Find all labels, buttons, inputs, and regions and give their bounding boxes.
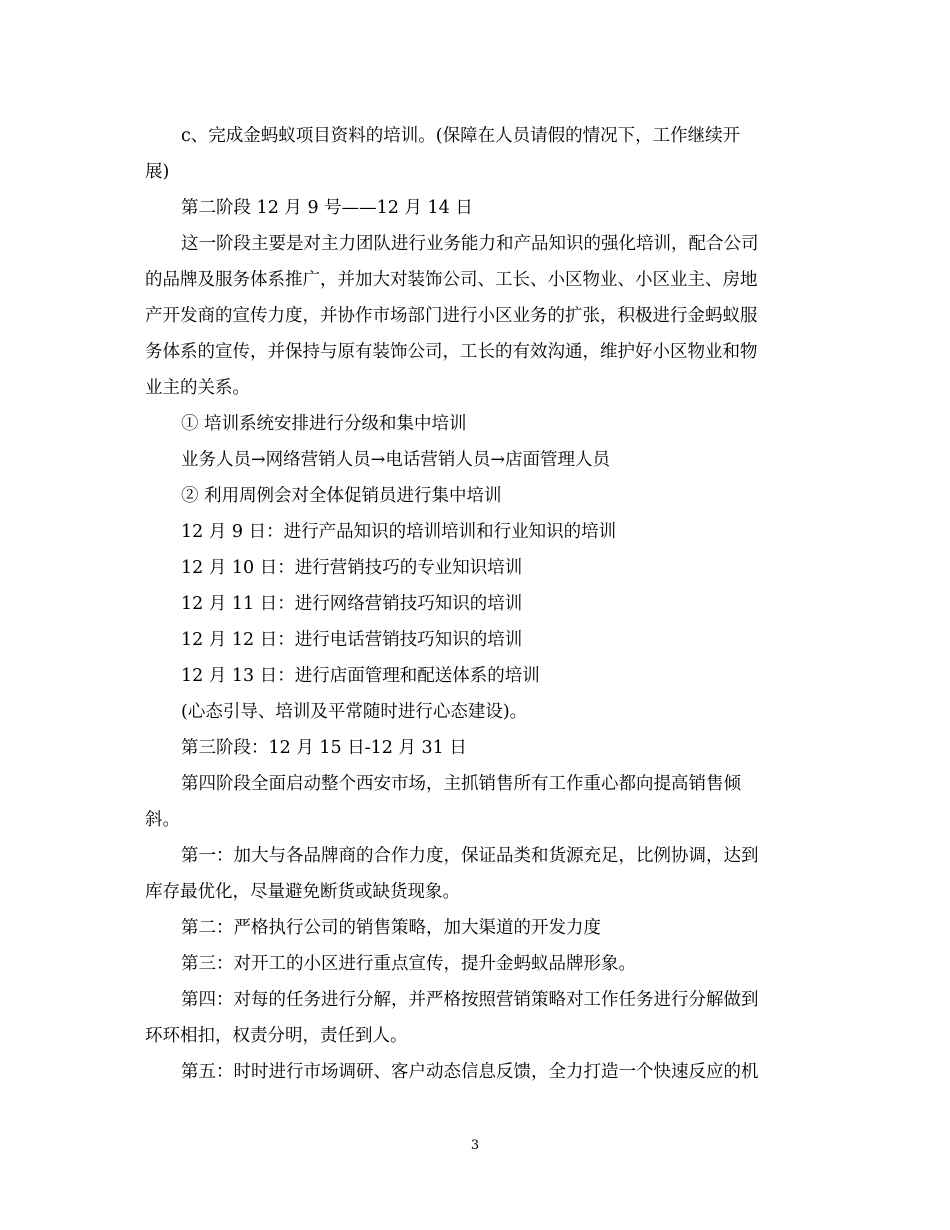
text-line: 展) xyxy=(145,162,170,182)
text-line: 12 月 9 日：进行产品知识的培训培训和行业知识的培训 xyxy=(181,522,617,542)
text-line: 第二：严格执行公司的销售策略，加大渠道的开发力度 xyxy=(181,918,601,938)
text-line: 斜。 xyxy=(145,810,180,830)
text-line: 产开发商的宣传力度，并协作市场部门进行小区业务的扩张，积极进行金蚂蚁服 xyxy=(145,306,758,326)
text-line: c、完成金蚂蚁项目资料的培训。(保障在人员请假的情况下，工作继续开 xyxy=(181,126,741,146)
text-line: 业务人员→网络营销人员→电话营销人员→店面管理人员 xyxy=(181,450,610,470)
text-line: 务体系的宣传，并保持与原有装饰公司，工长的有效沟通，维护好小区物业和物 xyxy=(145,342,758,362)
text-line: ① 培训系统安排进行分级和集中培训 xyxy=(181,414,467,434)
document-body xyxy=(145,118,800,1090)
text-line: 业主的关系。 xyxy=(145,378,250,398)
text-line: 12 月 11 日：进行网络营销技巧知识的培训 xyxy=(181,594,523,614)
text-line: 12 月 13 日：进行店面管理和配送体系的培训 xyxy=(181,666,540,686)
text-line: 第三阶段：12 月 15 日-12 月 31 日 xyxy=(181,738,467,758)
text-line: 环环相扣，权责分明，责任到人。 xyxy=(145,1026,408,1046)
text-line: ② 利用周例会对全体促销员进行集中培训 xyxy=(181,486,502,506)
text-line: 第二阶段 12 月 9 号——12 月 14 日 xyxy=(181,198,473,218)
text-line: 12 月 10 日：进行营销技巧的专业知识培训 xyxy=(181,558,523,578)
text-line: (心态引导、培训及平常随时进行心态建设)。 xyxy=(181,702,528,722)
text-line: 的品牌及服务体系推广，并加大对装饰公司、工长、小区物业、小区业主、房地 xyxy=(145,270,758,290)
page-number: 3 xyxy=(470,1138,480,1153)
text-line: 12 月 12 日：进行电话营销技巧知识的培训 xyxy=(181,630,523,650)
text-line: 库存最优化，尽量避免断货或缺货现象。 xyxy=(145,882,460,902)
text-line: 这一阶段主要是对主力团队进行业务能力和产品知识的强化培训，配合公司 xyxy=(181,234,759,254)
text-line: 第四阶段全面启动整个西安市场，主抓销售所有工作重心都向提高销售倾 xyxy=(181,774,741,794)
text-line: 第四：对每的任务进行分解，并严格按照营销策略对工作任务进行分解做到 xyxy=(181,990,759,1010)
text-line: 第五：时时进行市场调研、客户动态信息反馈，全力打造一个快速反应的机 xyxy=(181,1062,759,1082)
text-line: 第一：加大与各品牌商的合作力度，保证品类和货源充足，比例协调，达到 xyxy=(181,846,759,866)
text-line: 第三：对开工的小区进行重点宣传，提升金蚂蚁品牌形象。 xyxy=(181,954,636,974)
